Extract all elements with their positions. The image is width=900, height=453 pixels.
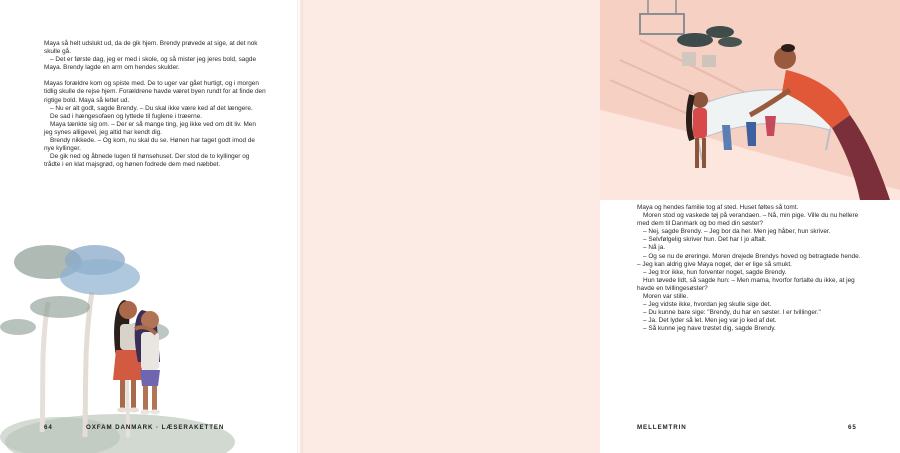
right-page-paragraph: – Ja. Det lyder så let. Men jeg var jo ked af det. <box>643 317 777 325</box>
left-page-paragraph: De gik ned og åbnede lugen til hønsehuset. Der stod de to kyllinger og trådte i en klat majsgrød, og hønen fodrede dem med næbbet. <box>44 153 250 169</box>
right-page-text <box>637 204 863 334</box>
washing-clothes-illustration <box>600 0 900 200</box>
right-page-paragraph: Moren stod og vaskede tøj på verandaen. – Nå, min pige. Ville du nu hellere med dem til Danmark og bo med din søster? <box>637 212 859 228</box>
left-page-paragraph: De sad i hængesofaen og lyttede til fuglene i træerne. <box>50 112 203 120</box>
right-page-paragraph: Moren var stille. <box>643 293 689 301</box>
left-page-paragraph: Brendy nikkede. – Og kom, nu skal du se. Hønen har taget godt imod de nye kyllinger. <box>44 137 255 153</box>
right-page-paragraph: – Jeg vidste ikke, hvordan jeg skulle sige det. <box>643 301 772 309</box>
right-page-paragraph: – Du kunne bare sige: "Brendy, du har en søster. I er tvillinger." <box>643 309 821 317</box>
right-page-paragraph: – Så kunne jeg have trøstet dig, sagde Brendy. <box>643 325 776 333</box>
right-page-paragraph: Hun tøvede lidt, så sagde hun: – Men mama, hvorfor fortalte du ikke, at jeg havde en tvillingesøster? <box>637 276 855 292</box>
right-page-paragraph: – Og se nu de øreringe. Moren drejede Brendys hoved og betragtede hende. – Jeg kan aldrig give Maya noget, der er lige så smukt. <box>637 252 861 268</box>
left-page-paragraph: – Nu er alt godt, sagde Brendy. – Du skal ikke være ked af det længere. <box>50 104 253 112</box>
book-gutter <box>297 0 303 453</box>
left-page-paragraph: – Det er første dag, jeg er med i skole, og så mister jeg jeres bold, sagde Maya. Brendy lagde en arm om hendes skulder. <box>44 56 257 72</box>
left-page-paragraph: Mayas forældre kom og spiste med. De to uger var gået hurtigt, og i morgen tidlig skulle de rejse hjem. Forældrene havde været byen rundt for at finde den rigtige bold. Maya så lettet ud. <box>44 80 266 104</box>
footer-publisher: OXFAM DANMARK · LÆSERAKETTEN <box>86 424 225 431</box>
left-page-paragraph: Maya så helt udslukt ud, da de gik hjem. Brendy prøvede at sige, at det nok skulle gå. <box>44 40 258 56</box>
right-page-paragraph: – Jeg tror ikke, hun forventer noget, sagde Brendy. <box>643 268 787 276</box>
page-number-left: 64 <box>44 424 53 431</box>
footer-section-label: MELLEMTRIN <box>637 424 687 431</box>
left-page-paragraph: Maya tænkte sig om. – Der er så mange ting, jeg ikke ved om dit liv. Men jeg synes alligevel, jeg altid har kendt dig. <box>44 120 256 136</box>
right-page-paragraph: – Selvfølgelig skriver hun. Det har I jo aftalt. <box>643 236 767 244</box>
left-page-text <box>44 40 266 169</box>
two-girls-illustration <box>0 232 300 453</box>
right-page <box>300 0 861 453</box>
right-page-paragraph: Maya og hendes familie tog af sted. Huset føltes så tomt. <box>637 204 799 211</box>
left-page <box>0 0 300 453</box>
right-page-paragraph: – Nå ja. <box>643 244 666 252</box>
page-number-right: 65 <box>848 424 857 431</box>
right-page-paragraph: – Nej, sagde Brendy. – Jeg bor da her. Men jeg håber, hun skriver. <box>643 228 831 236</box>
